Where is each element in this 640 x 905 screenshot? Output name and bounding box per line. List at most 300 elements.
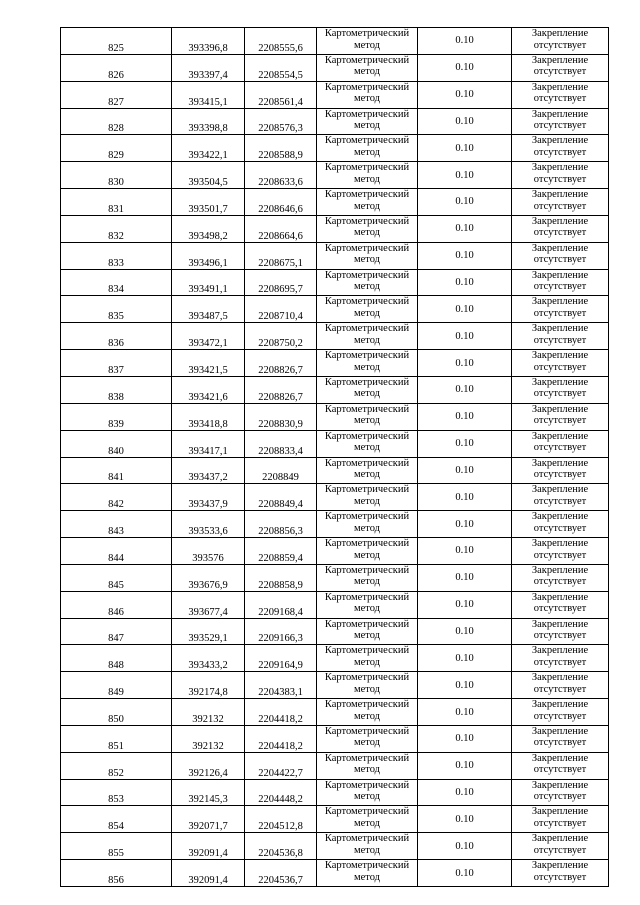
method-line-2: метод: [353, 120, 381, 132]
point-number-cell: 845: [61, 564, 172, 591]
table-row: [61, 430, 609, 457]
fixation-line-1: Закрепление: [531, 699, 589, 711]
accuracy-cell: 0.10: [418, 511, 512, 538]
method-line-2: метод: [353, 39, 381, 51]
accuracy-cell: 0.10: [418, 564, 512, 591]
method-line-2: метод: [353, 307, 381, 319]
fixation-line-2: отсутствует: [533, 361, 587, 373]
accuracy-cell: 0.10: [418, 269, 512, 296]
method-line-2: метод: [353, 764, 381, 776]
fixation-cell: [512, 699, 609, 726]
method-cell: [317, 484, 418, 511]
y-coordinate-cell: 2208633,6: [245, 162, 317, 189]
method-line-1: Картометрический: [324, 779, 410, 791]
point-number-cell: 831: [61, 189, 172, 216]
fixation-cell: [512, 564, 609, 591]
x-coordinate-cell: 393421,5: [172, 350, 245, 377]
method-cell: [317, 752, 418, 779]
method-cell: [317, 54, 418, 81]
point-number-cell: 835: [61, 296, 172, 323]
method-line-1: Картометрический: [324, 645, 410, 657]
fixation-line-1: Закрепление: [531, 135, 589, 147]
fixation-cell: [512, 672, 609, 699]
accuracy-cell: 0.10: [418, 618, 512, 645]
fixation-line-1: Закрепление: [531, 350, 589, 362]
accuracy-cell: 0.10: [418, 135, 512, 162]
point-number-cell: 851: [61, 725, 172, 752]
fixation-cell: [512, 806, 609, 833]
table-row: [61, 806, 609, 833]
y-coordinate-cell: 2208856,3: [245, 511, 317, 538]
method-line-2: метод: [353, 844, 381, 856]
fixation-line-1: Закрепление: [531, 752, 589, 764]
accuracy-cell: 0.10: [418, 296, 512, 323]
y-coordinate-cell: 2204418,2: [245, 725, 317, 752]
y-coordinate-cell: 2208561,4: [245, 81, 317, 108]
fixation-line-2: отсутствует: [533, 173, 587, 185]
fixation-line-1: Закрепление: [531, 323, 589, 335]
method-line-1: Картометрический: [324, 108, 410, 120]
fixation-line-2: отсутствует: [533, 764, 587, 776]
x-coordinate-cell: 393504,5: [172, 162, 245, 189]
method-cell: [317, 81, 418, 108]
method-line-1: Картометрический: [324, 484, 410, 496]
point-number-cell: 850: [61, 699, 172, 726]
point-number-cell: 849: [61, 672, 172, 699]
method-line-2: метод: [353, 737, 381, 749]
point-number-cell: 841: [61, 457, 172, 484]
fixation-cell: [512, 162, 609, 189]
x-coordinate-cell: 393418,8: [172, 403, 245, 430]
method-line-1: Картометрический: [324, 833, 410, 845]
accuracy-cell: 0.10: [418, 54, 512, 81]
method-line-1: Картометрический: [324, 725, 410, 737]
fixation-cell: [512, 350, 609, 377]
x-coordinate-cell: 393398,8: [172, 108, 245, 135]
point-number-cell: 847: [61, 618, 172, 645]
point-number-cell: 825: [61, 28, 172, 55]
method-line-2: метод: [353, 388, 381, 400]
table-row: [61, 511, 609, 538]
method-line-2: метод: [353, 334, 381, 346]
method-line-2: метод: [353, 146, 381, 158]
table-body: [61, 28, 609, 887]
method-line-1: Картометрический: [324, 538, 410, 550]
point-number-cell: 832: [61, 215, 172, 242]
point-number-cell: 854: [61, 806, 172, 833]
method-cell: [317, 833, 418, 860]
table-row: [61, 323, 609, 350]
method-cell: [317, 108, 418, 135]
table-row: [61, 591, 609, 618]
accuracy-cell: 0.10: [418, 215, 512, 242]
method-cell: [317, 645, 418, 672]
method-cell: [317, 591, 418, 618]
y-coordinate-cell: 2208710,4: [245, 296, 317, 323]
method-cell: [317, 618, 418, 645]
table-row: [61, 564, 609, 591]
y-coordinate-cell: 2209168,4: [245, 591, 317, 618]
y-coordinate-cell: 2208664,6: [245, 215, 317, 242]
table-row: [61, 484, 609, 511]
point-number-cell: 828: [61, 108, 172, 135]
fixation-cell: [512, 403, 609, 430]
table-row: [61, 189, 609, 216]
point-number-cell: 846: [61, 591, 172, 618]
fixation-line-2: отсутствует: [533, 522, 587, 534]
table-row: [61, 779, 609, 806]
x-coordinate-cell: 393491,1: [172, 269, 245, 296]
point-number-cell: 836: [61, 323, 172, 350]
fixation-line-1: Закрепление: [531, 591, 589, 603]
y-coordinate-cell: 2208826,7: [245, 350, 317, 377]
fixation-cell: [512, 833, 609, 860]
fixation-line-2: отсутствует: [533, 737, 587, 749]
point-number-cell: 840: [61, 430, 172, 457]
fixation-line-1: Закрепление: [531, 538, 589, 550]
fixation-line-1: Закрепление: [531, 376, 589, 388]
x-coordinate-cell: 393396,8: [172, 28, 245, 55]
method-cell: [317, 269, 418, 296]
accuracy-cell: 0.10: [418, 645, 512, 672]
method-line-2: метод: [353, 603, 381, 615]
method-line-1: Картометрический: [324, 54, 410, 66]
method-line-1: Картометрический: [324, 215, 410, 227]
method-line-2: метод: [353, 522, 381, 534]
point-number-cell: 829: [61, 135, 172, 162]
fixation-line-2: отсутствует: [533, 576, 587, 588]
method-line-1: Картометрический: [324, 511, 410, 523]
accuracy-cell: 0.10: [418, 376, 512, 403]
y-coordinate-cell: 2208750,2: [245, 323, 317, 350]
method-cell: [317, 162, 418, 189]
y-coordinate-cell: 2208588,9: [245, 135, 317, 162]
accuracy-cell: 0.10: [418, 108, 512, 135]
x-coordinate-cell: 393437,2: [172, 457, 245, 484]
fixation-line-1: Закрепление: [531, 430, 589, 442]
point-number-cell: 852: [61, 752, 172, 779]
x-coordinate-cell: 393498,2: [172, 215, 245, 242]
method-line-2: метод: [353, 656, 381, 668]
table-row: [61, 752, 609, 779]
fixation-line-2: отсутствует: [533, 307, 587, 319]
x-coordinate-cell: 393437,9: [172, 484, 245, 511]
coordinates-table: [60, 27, 609, 887]
method-line-1: Картометрический: [324, 135, 410, 147]
accuracy-cell: 0.10: [418, 242, 512, 269]
fixation-line-1: Закрепление: [531, 108, 589, 120]
x-coordinate-cell: 393533,6: [172, 511, 245, 538]
fixation-cell: [512, 323, 609, 350]
x-coordinate-cell: 393576: [172, 538, 245, 565]
y-coordinate-cell: 2204383,1: [245, 672, 317, 699]
method-line-1: Картометрический: [324, 162, 410, 174]
fixation-line-2: отсутствует: [533, 656, 587, 668]
method-line-1: Картометрический: [324, 430, 410, 442]
method-line-1: Картометрический: [324, 564, 410, 576]
fixation-line-2: отсутствует: [533, 844, 587, 856]
method-line-1: Картометрический: [324, 752, 410, 764]
table-row: [61, 108, 609, 135]
y-coordinate-cell: 2204512,8: [245, 806, 317, 833]
fixation-line-1: Закрепление: [531, 645, 589, 657]
method-line-2: метод: [353, 281, 381, 293]
method-line-1: Картометрический: [324, 81, 410, 93]
y-coordinate-cell: 2208576,3: [245, 108, 317, 135]
fixation-line-1: Закрепление: [531, 189, 589, 201]
method-line-2: метод: [353, 710, 381, 722]
method-line-1: Картометрический: [324, 376, 410, 388]
method-cell: [317, 672, 418, 699]
accuracy-cell: 0.10: [418, 162, 512, 189]
y-coordinate-cell: 2204536,7: [245, 860, 317, 887]
fixation-cell: [512, 54, 609, 81]
y-coordinate-cell: 2204448,2: [245, 779, 317, 806]
fixation-cell: [512, 108, 609, 135]
method-cell: [317, 538, 418, 565]
fixation-cell: [512, 591, 609, 618]
method-cell: [317, 296, 418, 323]
point-number-cell: 848: [61, 645, 172, 672]
method-line-1: Картометрический: [324, 323, 410, 335]
x-coordinate-cell: 393487,5: [172, 296, 245, 323]
method-line-1: Картометрический: [324, 269, 410, 281]
y-coordinate-cell: 2209164,9: [245, 645, 317, 672]
fixation-cell: [512, 484, 609, 511]
fixation-line-1: Закрепление: [531, 618, 589, 630]
y-coordinate-cell: 2208858,9: [245, 564, 317, 591]
method-line-2: метод: [353, 630, 381, 642]
table-row: [61, 725, 609, 752]
y-coordinate-cell: 2204418,2: [245, 699, 317, 726]
fixation-cell: [512, 779, 609, 806]
fixation-line-1: Закрепление: [531, 54, 589, 66]
method-line-1: Картометрический: [324, 28, 410, 39]
fixation-cell: [512, 752, 609, 779]
method-line-1: Картометрический: [324, 296, 410, 308]
table-row: [61, 242, 609, 269]
method-cell: [317, 699, 418, 726]
fixation-line-1: Закрепление: [531, 162, 589, 174]
accuracy-cell: 0.10: [418, 538, 512, 565]
accuracy-cell: 0.10: [418, 860, 512, 887]
method-line-2: метод: [353, 93, 381, 105]
y-coordinate-cell: 2208646,6: [245, 189, 317, 216]
table-row: [61, 135, 609, 162]
fixation-cell: [512, 28, 609, 55]
method-cell: [317, 564, 418, 591]
fixation-cell: [512, 511, 609, 538]
fixation-line-2: отсутствует: [533, 442, 587, 454]
method-line-2: метод: [353, 817, 381, 829]
x-coordinate-cell: 393397,4: [172, 54, 245, 81]
method-line-1: Картометрический: [324, 618, 410, 630]
method-line-1: Картометрический: [324, 806, 410, 818]
fixation-line-1: Закрепление: [531, 779, 589, 791]
fixation-line-2: отсутствует: [533, 415, 587, 427]
table-row: [61, 296, 609, 323]
point-number-cell: 834: [61, 269, 172, 296]
x-coordinate-cell: 393421,6: [172, 376, 245, 403]
point-number-cell: 843: [61, 511, 172, 538]
method-line-2: метод: [353, 495, 381, 507]
point-number-cell: 839: [61, 403, 172, 430]
table-row: [61, 618, 609, 645]
y-coordinate-cell: 2208695,7: [245, 269, 317, 296]
table-row: [61, 350, 609, 377]
method-cell: [317, 430, 418, 457]
x-coordinate-cell: 392174,8: [172, 672, 245, 699]
fixation-line-1: Закрепление: [531, 457, 589, 469]
x-coordinate-cell: 393501,7: [172, 189, 245, 216]
method-cell: [317, 215, 418, 242]
x-coordinate-cell: 393676,9: [172, 564, 245, 591]
point-number-cell: 837: [61, 350, 172, 377]
fixation-line-2: отсутствует: [533, 39, 587, 51]
method-line-1: Картометрический: [324, 457, 410, 469]
x-coordinate-cell: 392091,4: [172, 860, 245, 887]
point-number-cell: 827: [61, 81, 172, 108]
table-row: [61, 81, 609, 108]
method-line-2: метод: [353, 791, 381, 803]
accuracy-cell: 0.10: [418, 833, 512, 860]
fixation-line-2: отсутствует: [533, 200, 587, 212]
y-coordinate-cell: 2208675,1: [245, 242, 317, 269]
y-coordinate-cell: 2208555,6: [245, 28, 317, 55]
fixation-line-1: Закрепление: [531, 725, 589, 737]
method-line-2: метод: [353, 361, 381, 373]
method-cell: [317, 860, 418, 887]
table-row: [61, 54, 609, 81]
point-number-cell: 844: [61, 538, 172, 565]
fixation-cell: [512, 296, 609, 323]
point-number-cell: 842: [61, 484, 172, 511]
table-row: [61, 28, 609, 55]
fixation-line-1: Закрепление: [531, 833, 589, 845]
method-line-1: Картометрический: [324, 591, 410, 603]
x-coordinate-cell: 393422,1: [172, 135, 245, 162]
method-line-1: Картометрический: [324, 699, 410, 711]
method-line-2: метод: [353, 576, 381, 588]
accuracy-cell: 0.10: [418, 752, 512, 779]
x-coordinate-cell: 392071,7: [172, 806, 245, 833]
fixation-cell: [512, 618, 609, 645]
table-row: [61, 860, 609, 887]
fixation-line-2: отсутствует: [533, 791, 587, 803]
fixation-line-1: Закрепление: [531, 269, 589, 281]
method-line-2: метод: [353, 173, 381, 185]
y-coordinate-cell: 2208830,9: [245, 403, 317, 430]
method-cell: [317, 779, 418, 806]
method-cell: [317, 135, 418, 162]
fixation-line-1: Закрепление: [531, 511, 589, 523]
accuracy-cell: 0.10: [418, 350, 512, 377]
method-line-1: Картометрический: [324, 860, 410, 872]
method-line-2: метод: [353, 683, 381, 695]
accuracy-cell: 0.10: [418, 403, 512, 430]
point-number-cell: 833: [61, 242, 172, 269]
fixation-line-1: Закрепление: [531, 564, 589, 576]
x-coordinate-cell: 393496,1: [172, 242, 245, 269]
accuracy-cell: 0.10: [418, 457, 512, 484]
fixation-line-2: отсутствует: [533, 146, 587, 158]
fixation-cell: [512, 269, 609, 296]
accuracy-cell: 0.10: [418, 484, 512, 511]
method-cell: [317, 725, 418, 752]
fixation-line-2: отсутствует: [533, 93, 587, 105]
fixation-line-2: отсутствует: [533, 334, 587, 346]
accuracy-cell: 0.10: [418, 430, 512, 457]
accuracy-cell: 0.10: [418, 323, 512, 350]
fixation-line-2: отсутствует: [533, 630, 587, 642]
fixation-cell: [512, 538, 609, 565]
point-number-cell: 826: [61, 54, 172, 81]
method-cell: [317, 350, 418, 377]
method-cell: [317, 376, 418, 403]
method-cell: [317, 242, 418, 269]
fixation-line-1: Закрепление: [531, 403, 589, 415]
method-line-2: метод: [353, 549, 381, 561]
point-number-cell: 856: [61, 860, 172, 887]
x-coordinate-cell: 393677,4: [172, 591, 245, 618]
fixation-cell: [512, 189, 609, 216]
accuracy-cell: 0.10: [418, 779, 512, 806]
fixation-line-1: Закрепление: [531, 484, 589, 496]
method-line-2: метод: [353, 415, 381, 427]
table-row: [61, 162, 609, 189]
fixation-cell: [512, 215, 609, 242]
fixation-line-2: отсутствует: [533, 871, 587, 883]
method-line-2: метод: [353, 200, 381, 212]
x-coordinate-cell: 392132: [172, 699, 245, 726]
table-row: [61, 699, 609, 726]
x-coordinate-cell: 393529,1: [172, 618, 245, 645]
method-line-2: метод: [353, 227, 381, 239]
point-number-cell: 838: [61, 376, 172, 403]
table-row: [61, 833, 609, 860]
fixation-line-2: отсутствует: [533, 388, 587, 400]
accuracy-cell: 0.10: [418, 672, 512, 699]
fixation-line-2: отсутствует: [533, 549, 587, 561]
fixation-line-2: отсутствует: [533, 710, 587, 722]
fixation-line-2: отсутствует: [533, 120, 587, 132]
fixation-line-1: Закрепление: [531, 806, 589, 818]
fixation-line-1: Закрепление: [531, 215, 589, 227]
table-row: [61, 457, 609, 484]
y-coordinate-cell: 2208859,4: [245, 538, 317, 565]
accuracy-cell: 0.10: [418, 591, 512, 618]
method-line-1: Картометрический: [324, 403, 410, 415]
accuracy-cell: 0.10: [418, 725, 512, 752]
y-coordinate-cell: 2208554,5: [245, 54, 317, 81]
method-cell: [317, 323, 418, 350]
fixation-line-2: отсутствует: [533, 281, 587, 293]
fixation-line-2: отсутствует: [533, 227, 587, 239]
x-coordinate-cell: 392126,4: [172, 752, 245, 779]
method-line-1: Картометрический: [324, 189, 410, 201]
method-line-2: метод: [353, 66, 381, 78]
table-row: [61, 403, 609, 430]
y-coordinate-cell: 2204422,7: [245, 752, 317, 779]
x-coordinate-cell: 392091,4: [172, 833, 245, 860]
fixation-line-1: Закрепление: [531, 81, 589, 93]
table-row: [61, 672, 609, 699]
fixation-line-2: отсутствует: [533, 683, 587, 695]
table-row: [61, 215, 609, 242]
fixation-cell: [512, 457, 609, 484]
accuracy-cell: 0.10: [418, 699, 512, 726]
method-line-2: метод: [353, 469, 381, 480]
